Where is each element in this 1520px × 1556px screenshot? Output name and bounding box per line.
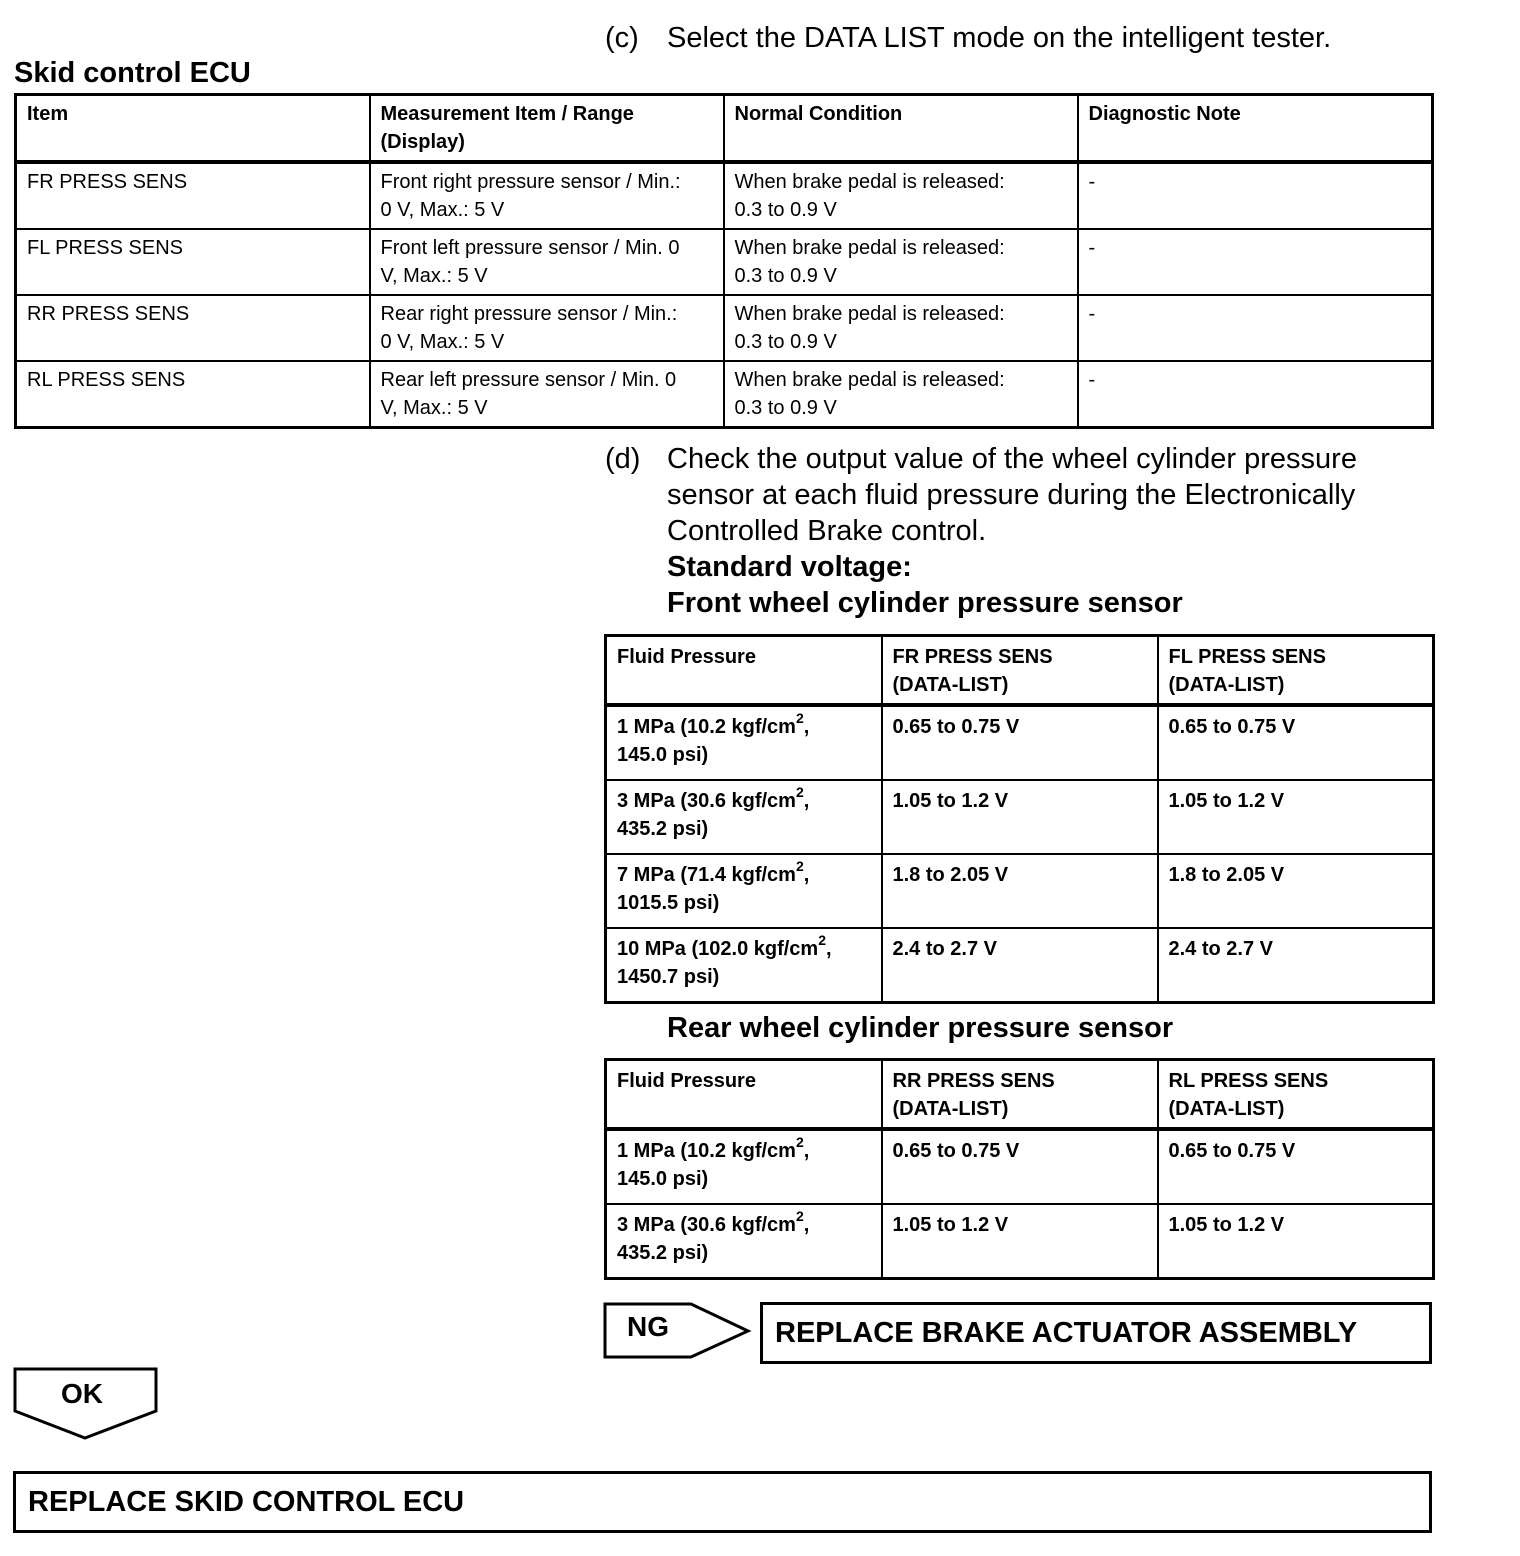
table-row: [606, 854, 1434, 928]
ecu-item-cell: FR PRESS SENS: [16, 162, 370, 229]
step-d: [605, 441, 1485, 626]
step-d-line: Check the output value of the wheel cylinder pressure: [667, 443, 1357, 475]
table-row: [606, 705, 1434, 780]
table-row: [606, 1204, 1434, 1279]
rear-header-fluid: Fluid Pressure: [606, 1060, 882, 1130]
ecu-condition-cell: When brake pedal is released: 0.3 to 0.9 V: [724, 229, 1078, 295]
voltage-cell: 1.05 to 1.2 V: [1158, 1204, 1434, 1279]
table-row: [606, 780, 1434, 854]
front-pressure-table: [604, 634, 1435, 1004]
rear-table-title: Rear wheel cylinder pressure sensor: [667, 1012, 1174, 1044]
ecu-condition-cell: When brake pedal is released: 0.3 to 0.9 V: [724, 162, 1078, 229]
rear-header-rl: RL PRESS SENS (DATA-LIST): [1158, 1060, 1434, 1130]
ecu-header-condition: Normal Condition: [724, 95, 1078, 163]
ng-arrow-shape: [603, 1302, 753, 1360]
standard-voltage-label: Standard voltage:: [667, 551, 912, 583]
fluid-pressure-cell: 3 MPa (30.6 kgf/$cm^2$, 435.2 psi): [606, 1204, 882, 1279]
rear-header-rr: RR PRESS SENS (DATA-LIST): [882, 1060, 1158, 1130]
front-header-fr: FR PRESS SENS (DATA-LIST): [882, 636, 1158, 706]
ecu-header-item: Item: [16, 95, 370, 163]
voltage-cell: 0.65 to 0.75 V: [882, 705, 1158, 780]
voltage-cell: 2.4 to 2.7 V: [1158, 928, 1434, 1003]
ecu-condition-cell: When brake pedal is released: 0.3 to 0.9 V: [724, 361, 1078, 428]
ok-arrow: [13, 1367, 159, 1441]
front-header-fl: FL PRESS SENS (DATA-LIST): [1158, 636, 1434, 706]
front-table-title: Front wheel cylinder pressure sensor: [667, 587, 1183, 619]
front-header-row: [606, 636, 1434, 706]
rear-pressure-table: [604, 1058, 1435, 1280]
front-header-fluid: Fluid Pressure: [606, 636, 882, 706]
ecu-header-row: [16, 95, 1433, 163]
fluid-pressure-cell: 1 MPa (10.2 kgf/$cm^2$, 145.0 psi): [606, 705, 882, 780]
fluid-pressure-cell: 1 MPa (10.2 kgf/$cm^2$, 145.0 psi): [606, 1129, 882, 1204]
ecu-measurement-cell: Rear right pressure sensor / Min.: 0 V, Max.: 5 V: [370, 295, 724, 361]
voltage-cell: 1.8 to 2.05 V: [882, 854, 1158, 928]
step-c-text: Select the DATA LIST mode on the intelligent tester.: [667, 22, 1332, 54]
ecu-data-table: [14, 93, 1434, 429]
ecu-measurement-cell: Front left pressure sensor / Min. 0 V, Max.: 5 V: [370, 229, 724, 295]
ecu-header-measurement: Measurement Item / Range (Display): [370, 95, 724, 163]
table-row: [606, 928, 1434, 1003]
step-d-line: sensor at each fluid pressure during the Electronically: [667, 479, 1356, 511]
ecu-note-cell: -: [1078, 361, 1433, 428]
ecu-note-cell: -: [1078, 229, 1433, 295]
voltage-cell: 0.65 to 0.75 V: [1158, 1129, 1434, 1204]
voltage-cell: 1.05 to 1.2 V: [882, 1204, 1158, 1279]
voltage-cell: 1.05 to 1.2 V: [1158, 780, 1434, 854]
voltage-cell: 2.4 to 2.7 V: [882, 928, 1158, 1003]
voltage-cell: 0.65 to 0.75 V: [1158, 705, 1434, 780]
table-row: [16, 162, 1433, 229]
ecu-measurement-cell: Front right pressure sensor / Min.: 0 V, Max.: 5 V: [370, 162, 724, 229]
table-row: [16, 361, 1433, 428]
fluid-pressure-cell: 3 MPa (30.6 kgf/$cm^2$, 435.2 psi): [606, 780, 882, 854]
ecu-note-cell: -: [1078, 162, 1433, 229]
ecu-section-title: Skid control ECU: [14, 57, 251, 89]
table-row: [16, 295, 1433, 361]
ecu-measurement-cell: Rear left pressure sensor / Min. 0 V, Max.: 5 V: [370, 361, 724, 428]
step-c: [605, 20, 1485, 56]
step-d-label: (d): [605, 443, 641, 475]
rear-header-row: [606, 1060, 1434, 1130]
fluid-pressure-cell: 10 MPa (102.0 kgf/$cm^2$, 1450.7 psi): [606, 928, 882, 1003]
ng-arrow: [603, 1302, 753, 1360]
fluid-pressure-cell: 7 MPa (71.4 kgf/$cm^2$, 1015.5 psi): [606, 854, 882, 928]
replace-ecu-box: REPLACE SKID CONTROL ECU: [13, 1471, 1432, 1533]
table-row: [16, 229, 1433, 295]
voltage-cell: 1.05 to 1.2 V: [882, 780, 1158, 854]
voltage-cell: 0.65 to 0.75 V: [882, 1129, 1158, 1204]
table-row: [606, 1129, 1434, 1204]
ng-label: NG: [627, 1311, 669, 1342]
ecu-condition-cell: When brake pedal is released: 0.3 to 0.9 V: [724, 295, 1078, 361]
voltage-cell: 1.8 to 2.05 V: [1158, 854, 1434, 928]
ecu-item-cell: FL PRESS SENS: [16, 229, 370, 295]
ecu-item-cell: RR PRESS SENS: [16, 295, 370, 361]
ecu-header-note: Diagnostic Note: [1078, 95, 1433, 163]
step-d-line: Controlled Brake control.: [667, 515, 987, 547]
ok-label: OK: [61, 1378, 103, 1409]
step-c-label: (c): [605, 22, 639, 54]
step-d-text: [667, 441, 1357, 621]
replace-actuator-box: REPLACE BRAKE ACTUATOR ASSEMBLY: [760, 1302, 1432, 1364]
ecu-item-cell: RL PRESS SENS: [16, 361, 370, 428]
ecu-note-cell: -: [1078, 295, 1433, 361]
